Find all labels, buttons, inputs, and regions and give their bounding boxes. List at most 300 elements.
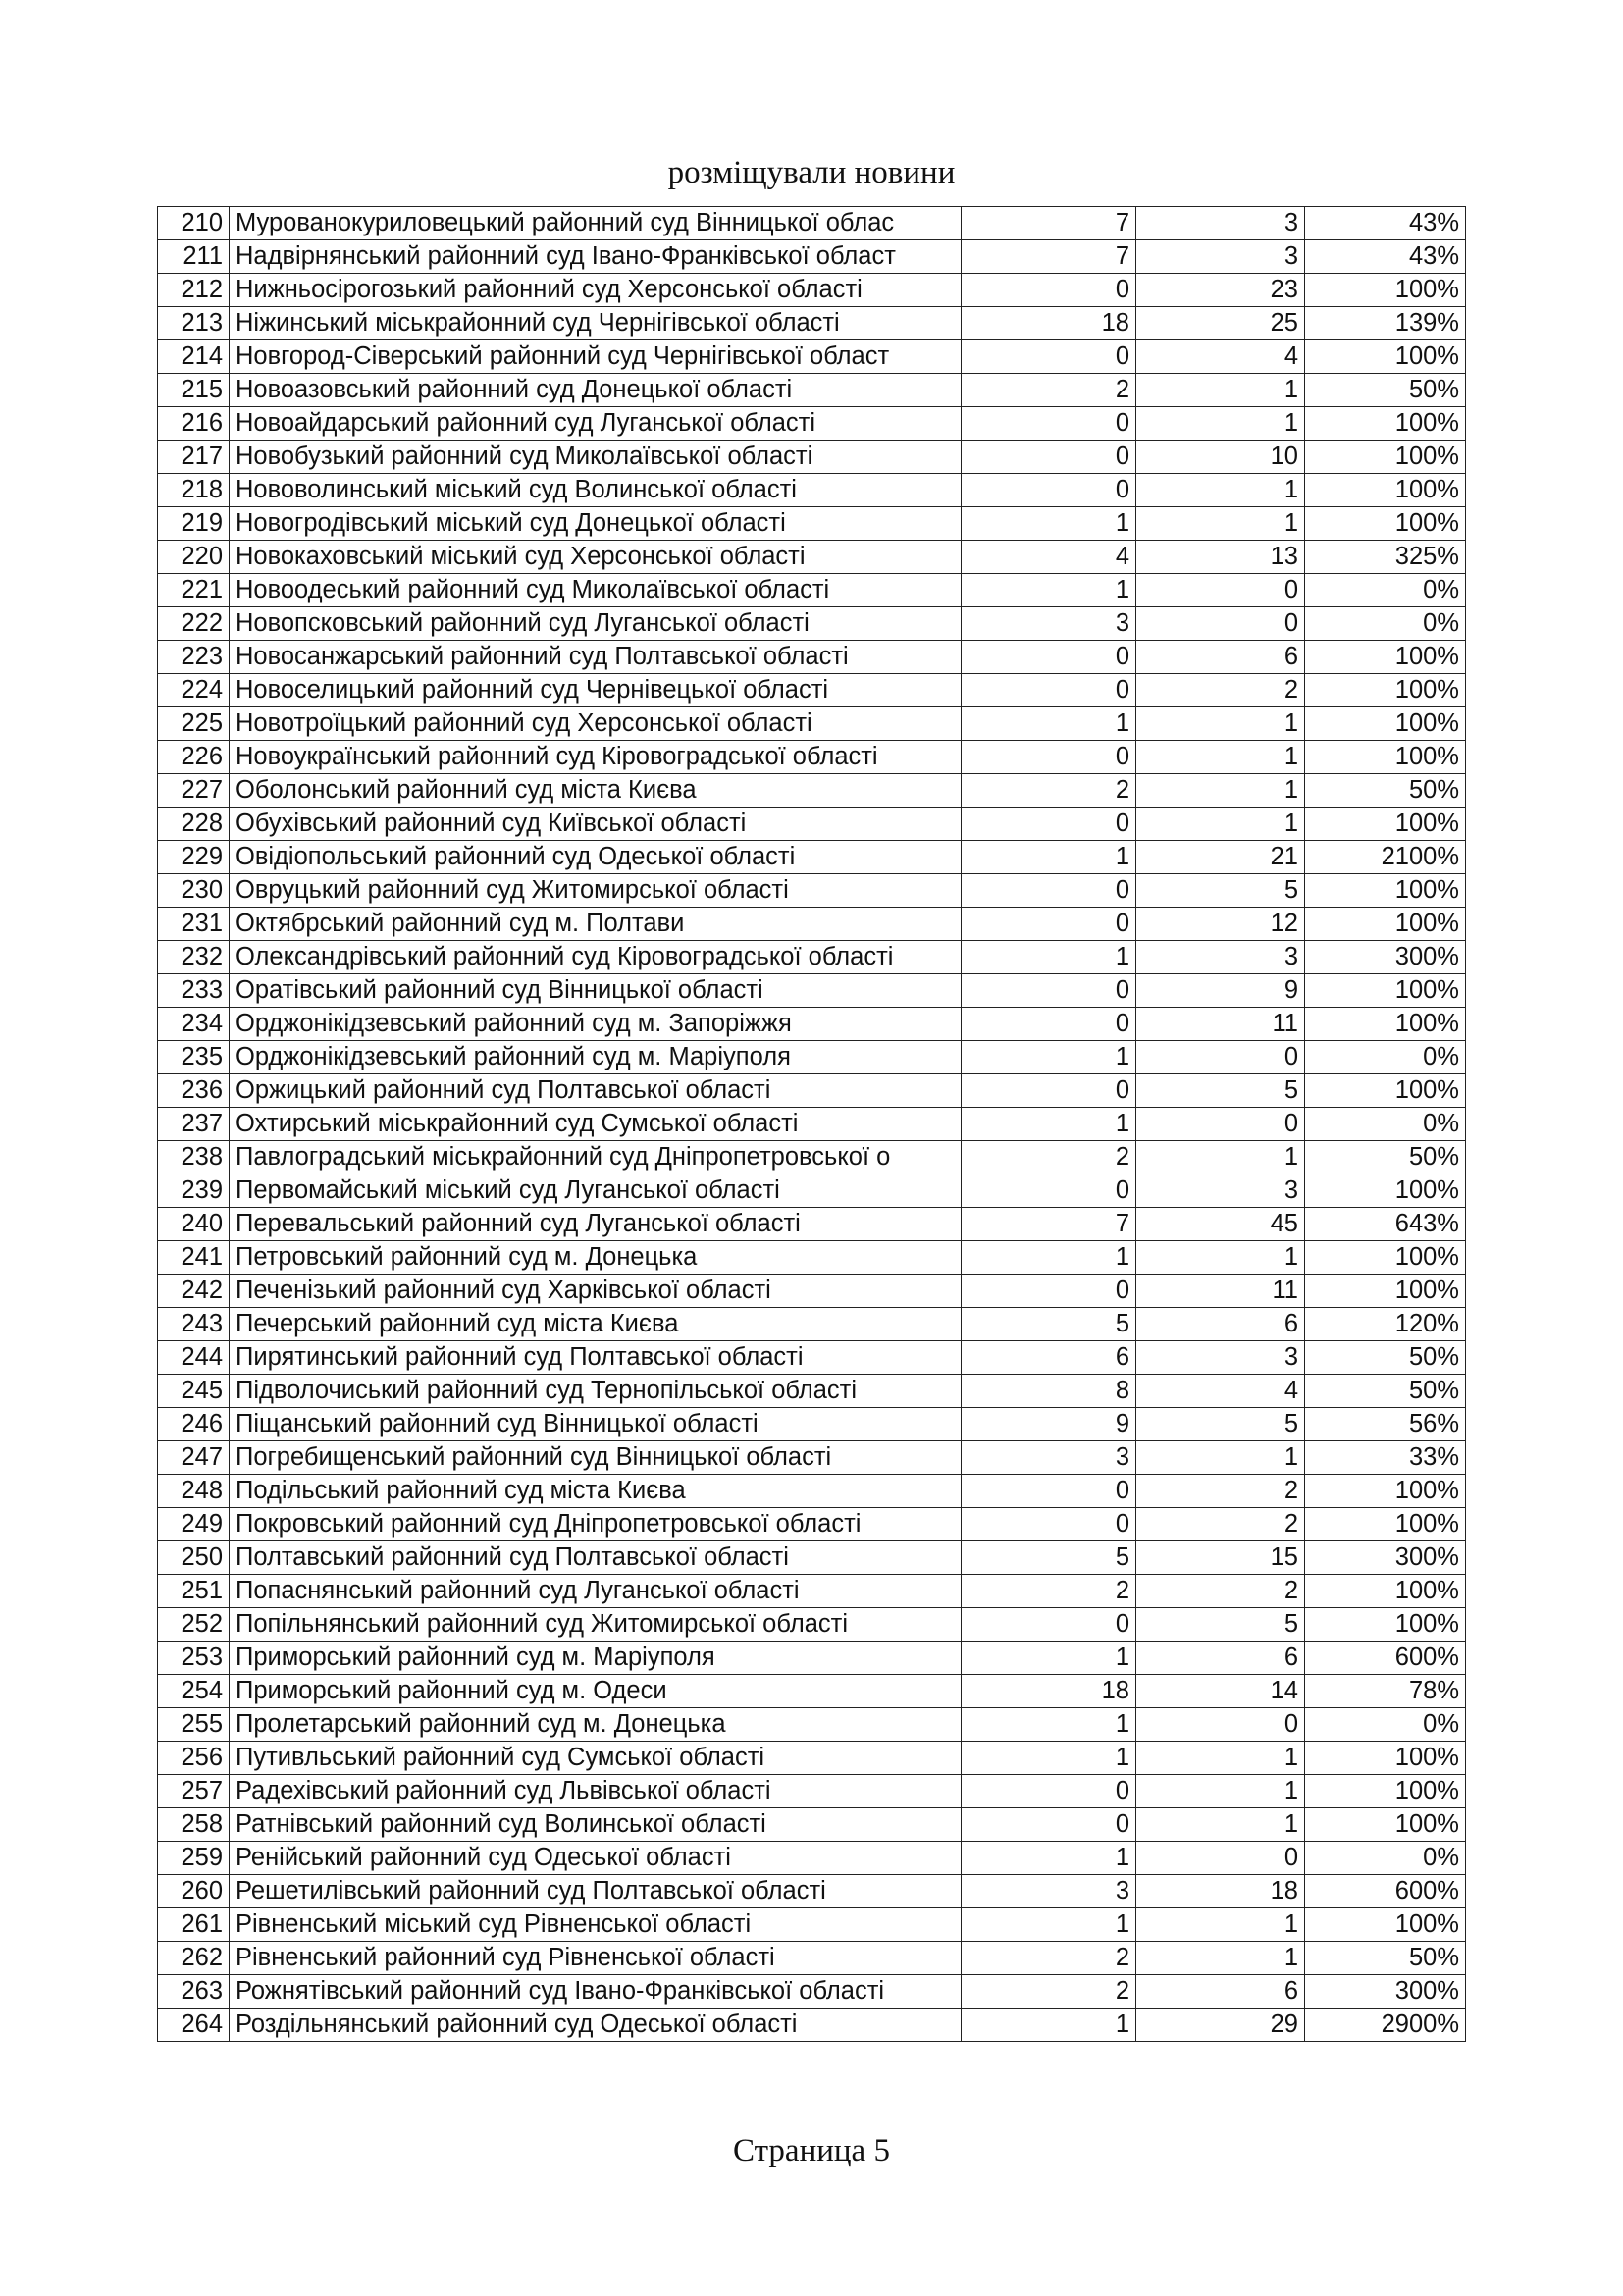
percentage-cell: 50% [1305,374,1466,407]
count-b-cell: 3 [1136,1341,1305,1375]
row-number-cell: 210 [158,207,230,240]
count-a-cell: 2 [962,374,1136,407]
count-a-cell: 3 [962,607,1136,641]
court-name-cell: Овруцький районний суд Житомирської області [230,874,962,908]
table-row [158,707,1466,741]
row-number-cell: 223 [158,641,230,674]
row-number-cell: 232 [158,941,230,974]
count-a-cell: 0 [962,1174,1136,1208]
percentage-cell: 50% [1305,1375,1466,1408]
court-name-cell: Печенізький районний суд Харківської області [230,1275,962,1308]
row-number-cell: 230 [158,874,230,908]
court-name-cell: Оболонський районний суд міста Києва [230,774,962,808]
count-a-cell: 1 [962,574,1136,607]
count-b-cell: 23 [1136,274,1305,307]
count-b-cell: 5 [1136,874,1305,908]
count-b-cell: 11 [1136,1275,1305,1308]
row-number-cell: 229 [158,841,230,874]
count-b-cell: 0 [1136,607,1305,641]
table-row [158,1808,1466,1842]
percentage-cell: 50% [1305,1942,1466,1975]
row-number-cell: 217 [158,441,230,474]
table-row [158,1174,1466,1208]
table-row [158,1942,1466,1975]
count-a-cell: 8 [962,1375,1136,1408]
count-b-cell: 1 [1136,1808,1305,1842]
row-number-cell: 263 [158,1975,230,2009]
count-a-cell: 0 [962,407,1136,441]
percentage-cell: 100% [1305,1908,1466,1942]
percentage-cell: 100% [1305,1742,1466,1775]
court-name-cell: Ратнівський районний суд Волинської області [230,1808,962,1842]
row-number-cell: 218 [158,474,230,507]
count-b-cell: 18 [1136,1875,1305,1908]
count-b-cell: 2 [1136,1508,1305,1541]
percentage-cell: 2100% [1305,841,1466,874]
percentage-cell: 300% [1305,1975,1466,2009]
row-number-cell: 226 [158,741,230,774]
row-number-cell: 213 [158,307,230,340]
count-a-cell: 1 [962,1108,1136,1141]
count-a-cell: 0 [962,808,1136,841]
percentage-cell: 100% [1305,407,1466,441]
court-name-cell: Нововолинський міський суд Волинської області [230,474,962,507]
count-b-cell: 6 [1136,1642,1305,1675]
percentage-cell: 56% [1305,1408,1466,1441]
count-a-cell: 1 [962,1708,1136,1742]
count-b-cell: 3 [1136,1174,1305,1208]
court-name-cell: Новобузький районний суд Миколаївської області [230,441,962,474]
court-name-cell: Новотроїцький районний суд Херсонської області [230,707,962,741]
percentage-cell: 0% [1305,1108,1466,1141]
count-a-cell: 0 [962,908,1136,941]
percentage-cell: 600% [1305,1642,1466,1675]
count-b-cell: 6 [1136,1308,1305,1341]
row-number-cell: 261 [158,1908,230,1942]
percentage-cell: 100% [1305,641,1466,674]
row-number-cell: 246 [158,1408,230,1441]
row-number-cell: 248 [158,1475,230,1508]
table-row [158,607,1466,641]
count-b-cell: 21 [1136,841,1305,874]
count-a-cell: 0 [962,641,1136,674]
count-a-cell: 0 [962,340,1136,374]
count-a-cell: 0 [962,974,1136,1008]
count-a-cell: 0 [962,1008,1136,1041]
count-b-cell: 1 [1136,1141,1305,1174]
percentage-cell: 100% [1305,441,1466,474]
count-a-cell: 0 [962,741,1136,774]
page-footer: Страница 5 [733,2133,890,2168]
court-name-cell: Підволочиський районний суд Тернопільської області [230,1375,962,1408]
table-row [158,1575,1466,1608]
table-row [158,1141,1466,1174]
court-name-cell: Петровський районний суд м. Донецька [230,1241,962,1275]
row-number-cell: 214 [158,340,230,374]
court-name-cell: Печерський районний суд міста Києва [230,1308,962,1341]
page-heading: розміщували новини [667,155,956,190]
percentage-cell: 100% [1305,1508,1466,1541]
count-a-cell: 0 [962,1275,1136,1308]
court-name-cell: Подільський районний суд міста Києва [230,1475,962,1508]
percentage-cell: 100% [1305,1475,1466,1508]
court-name-cell: Октябрський районний суд м. Полтави [230,908,962,941]
row-number-cell: 253 [158,1642,230,1675]
count-b-cell: 1 [1136,1908,1305,1942]
table-row [158,1875,1466,1908]
court-name-cell: Рівненський районний суд Рівненської області [230,1942,962,1975]
count-b-cell: 25 [1136,307,1305,340]
table-row [158,1842,1466,1875]
count-a-cell: 2 [962,1942,1136,1975]
percentage-cell: 100% [1305,1275,1466,1308]
table-row [158,1775,1466,1808]
court-name-cell: Решетилівський районний суд Полтавської області [230,1875,962,1908]
row-number-cell: 211 [158,240,230,274]
court-name-cell: Приморський районний суд м. Одеси [230,1675,962,1708]
percentage-cell: 43% [1305,207,1466,240]
court-name-cell: Охтирський міськрайонний суд Сумської області [230,1108,962,1141]
table-body [158,207,1466,2042]
court-name-cell: Радехівський районний суд Львівської області [230,1775,962,1808]
row-number-cell: 228 [158,808,230,841]
row-number-cell: 222 [158,607,230,641]
row-number-cell: 235 [158,1041,230,1074]
count-a-cell: 1 [962,941,1136,974]
row-number-cell: 257 [158,1775,230,1808]
court-name-cell: Пирятинський районний суд Полтавської області [230,1341,962,1375]
court-name-cell: Первомайський міський суд Луганської області [230,1174,962,1208]
table-row [158,1642,1466,1675]
count-a-cell: 1 [962,1842,1136,1875]
count-a-cell: 1 [962,1742,1136,1775]
count-b-cell: 1 [1136,1942,1305,1975]
percentage-cell: 0% [1305,574,1466,607]
count-b-cell: 1 [1136,374,1305,407]
percentage-cell: 100% [1305,1775,1466,1808]
court-name-cell: Обухівський районний суд Київської області [230,808,962,841]
court-name-cell: Новокаховський міський суд Херсонської області [230,541,962,574]
count-a-cell: 3 [962,1441,1136,1475]
row-number-cell: 256 [158,1742,230,1775]
court-name-cell: Полтавський районний суд Полтавської області [230,1541,962,1575]
court-name-cell: Надвірнянський районний суд Івано-Франківської област [230,240,962,274]
count-a-cell: 2 [962,1141,1136,1174]
row-number-cell: 234 [158,1008,230,1041]
count-a-cell: 1 [962,1908,1136,1942]
percentage-cell: 0% [1305,607,1466,641]
percentage-cell: 43% [1305,240,1466,274]
percentage-cell: 100% [1305,808,1466,841]
percentage-cell: 300% [1305,1541,1466,1575]
table-row [158,407,1466,441]
count-b-cell: 1 [1136,1241,1305,1275]
table-row [158,808,1466,841]
count-a-cell: 1 [962,841,1136,874]
court-name-cell: Попільнянський районний суд Житомирської області [230,1608,962,1642]
table-row [158,974,1466,1008]
table-row [158,1541,1466,1575]
percentage-cell: 100% [1305,974,1466,1008]
count-a-cell: 1 [962,1241,1136,1275]
court-name-cell: Ніжинський міськрайонний суд Чернігівської області [230,307,962,340]
percentage-cell: 100% [1305,1608,1466,1642]
percentage-cell: 100% [1305,474,1466,507]
row-number-cell: 258 [158,1808,230,1842]
count-a-cell: 0 [962,1808,1136,1842]
count-a-cell: 1 [962,707,1136,741]
count-b-cell: 1 [1136,707,1305,741]
count-a-cell: 0 [962,1074,1136,1108]
count-b-cell: 2 [1136,1575,1305,1608]
percentage-cell: 100% [1305,1074,1466,1108]
table-row [158,441,1466,474]
table-row [158,1041,1466,1074]
court-name-cell: Новопсковський районний суд Луганської області [230,607,962,641]
count-a-cell: 3 [962,1875,1136,1908]
table-row [158,240,1466,274]
table-row [158,1508,1466,1541]
percentage-cell: 100% [1305,874,1466,908]
count-b-cell: 4 [1136,340,1305,374]
percentage-cell: 120% [1305,1308,1466,1341]
row-number-cell: 247 [158,1441,230,1475]
count-a-cell: 1 [962,507,1136,541]
count-b-cell: 6 [1136,641,1305,674]
table-row [158,874,1466,908]
table-row [158,1008,1466,1041]
row-number-cell: 227 [158,774,230,808]
count-b-cell: 12 [1136,908,1305,941]
row-number-cell: 260 [158,1875,230,1908]
court-name-cell: Перевальський районний суд Луганської області [230,1208,962,1241]
count-b-cell: 0 [1136,1842,1305,1875]
row-number-cell: 249 [158,1508,230,1541]
court-name-cell: Пролетарський районний суд м. Донецька [230,1708,962,1742]
count-a-cell: 9 [962,1408,1136,1441]
percentage-cell: 300% [1305,941,1466,974]
table-row [158,774,1466,808]
table-row [158,1975,1466,2009]
count-a-cell: 0 [962,474,1136,507]
row-number-cell: 243 [158,1308,230,1341]
court-name-cell: Попаснянський районний суд Луганської області [230,1575,962,1608]
table-row [158,1675,1466,1708]
count-a-cell: 0 [962,441,1136,474]
table-row [158,1408,1466,1441]
row-number-cell: 239 [158,1174,230,1208]
table-row [158,1708,1466,1742]
percentage-cell: 100% [1305,1241,1466,1275]
table-row [158,541,1466,574]
row-number-cell: 224 [158,674,230,707]
table-row [158,1441,1466,1475]
table-row [158,340,1466,374]
row-number-cell: 244 [158,1341,230,1375]
court-name-cell: Павлоградський міськрайонний суд Дніпропетровської о [230,1141,962,1174]
count-b-cell: 1 [1136,808,1305,841]
court-name-cell: Новгород-Сіверський районний суд Чернігівської област [230,340,962,374]
court-name-cell: Піщанський районний суд Вінницької області [230,1408,962,1441]
table-row [158,1308,1466,1341]
court-name-cell: Новоазовський районний суд Донецької області [230,374,962,407]
count-a-cell: 1 [962,1041,1136,1074]
table-row [158,1074,1466,1108]
percentage-cell: 100% [1305,741,1466,774]
count-a-cell: 0 [962,1508,1136,1541]
percentage-cell: 100% [1305,340,1466,374]
table-row [158,674,1466,707]
table-row [158,307,1466,340]
court-name-cell: Новоукраїнський районний суд Кіровоградської області [230,741,962,774]
count-b-cell: 1 [1136,1441,1305,1475]
count-a-cell: 0 [962,674,1136,707]
court-name-cell: Орджонікідзевський районний суд м. Запоріжжя [230,1008,962,1041]
row-number-cell: 221 [158,574,230,607]
percentage-cell: 100% [1305,274,1466,307]
row-number-cell: 245 [158,1375,230,1408]
row-number-cell: 251 [158,1575,230,1608]
percentage-cell: 100% [1305,1575,1466,1608]
count-b-cell: 15 [1136,1541,1305,1575]
percentage-cell: 33% [1305,1441,1466,1475]
count-b-cell: 3 [1136,941,1305,974]
count-a-cell: 7 [962,240,1136,274]
table-row [158,1908,1466,1942]
count-a-cell: 5 [962,1541,1136,1575]
count-a-cell: 2 [962,774,1136,808]
row-number-cell: 255 [158,1708,230,1742]
count-b-cell: 1 [1136,407,1305,441]
row-number-cell: 225 [158,707,230,741]
percentage-cell: 0% [1305,1708,1466,1742]
count-b-cell: 9 [1136,974,1305,1008]
count-b-cell: 14 [1136,1675,1305,1708]
count-b-cell: 0 [1136,1041,1305,1074]
count-b-cell: 1 [1136,507,1305,541]
court-name-cell: Новоселицький районний суд Чернівецької області [230,674,962,707]
count-b-cell: 0 [1136,574,1305,607]
count-a-cell: 2 [962,1975,1136,2009]
count-a-cell: 7 [962,1208,1136,1241]
court-name-cell: Новоодеський районний суд Миколаївської області [230,574,962,607]
row-number-cell: 237 [158,1108,230,1141]
row-number-cell: 219 [158,507,230,541]
table-row [158,1275,1466,1308]
table-row [158,941,1466,974]
count-b-cell: 1 [1136,1775,1305,1808]
count-b-cell: 13 [1136,541,1305,574]
percentage-cell: 100% [1305,1808,1466,1842]
table-row [158,741,1466,774]
row-number-cell: 254 [158,1675,230,1708]
count-b-cell: 1 [1136,474,1305,507]
row-number-cell: 240 [158,1208,230,1241]
percentage-cell: 0% [1305,1041,1466,1074]
count-a-cell: 7 [962,207,1136,240]
row-number-cell: 212 [158,274,230,307]
row-number-cell: 259 [158,1842,230,1875]
count-a-cell: 6 [962,1341,1136,1375]
count-a-cell: 1 [962,2009,1136,2042]
percentage-cell: 50% [1305,774,1466,808]
court-name-cell: Путивльський районний суд Сумської області [230,1742,962,1775]
count-b-cell: 3 [1136,240,1305,274]
table-row [158,1375,1466,1408]
table-row [158,1608,1466,1642]
count-a-cell: 18 [962,307,1136,340]
row-number-cell: 231 [158,908,230,941]
percentage-cell: 100% [1305,674,1466,707]
count-b-cell: 2 [1136,674,1305,707]
table-row [158,507,1466,541]
table-row [158,1241,1466,1275]
count-b-cell: 11 [1136,1008,1305,1041]
count-b-cell: 45 [1136,1208,1305,1241]
count-a-cell: 1 [962,1642,1136,1675]
count-a-cell: 0 [962,274,1136,307]
percentage-cell: 78% [1305,1675,1466,1708]
table-row [158,1475,1466,1508]
table-row [158,2009,1466,2042]
count-a-cell: 0 [962,1775,1136,1808]
percentage-cell: 100% [1305,1174,1466,1208]
percentage-cell: 0% [1305,1842,1466,1875]
percentage-cell: 100% [1305,707,1466,741]
row-number-cell: 252 [158,1608,230,1642]
court-name-cell: Новосанжарський районний суд Полтавської області [230,641,962,674]
count-b-cell: 1 [1136,1742,1305,1775]
row-number-cell: 264 [158,2009,230,2042]
row-number-cell: 250 [158,1541,230,1575]
row-number-cell: 233 [158,974,230,1008]
row-number-cell: 238 [158,1141,230,1174]
row-number-cell: 241 [158,1241,230,1275]
court-name-cell: Мурованокуриловецький районний суд Вінницької облас [230,207,962,240]
table-row [158,1341,1466,1375]
percentage-cell: 100% [1305,1008,1466,1041]
court-name-cell: Оратівський районний суд Вінницької області [230,974,962,1008]
court-name-cell: Приморський районний суд м. Маріуполя [230,1642,962,1675]
table-row [158,1742,1466,1775]
table-row [158,1208,1466,1241]
row-number-cell: 215 [158,374,230,407]
row-number-cell: 220 [158,541,230,574]
court-name-cell: Нижньосірогозький районний суд Херсонської області [230,274,962,307]
court-name-cell: Покровський районний суд Дніпропетровської області [230,1508,962,1541]
count-b-cell: 0 [1136,1108,1305,1141]
count-b-cell: 10 [1136,441,1305,474]
count-a-cell: 0 [962,1475,1136,1508]
count-a-cell: 0 [962,874,1136,908]
count-a-cell: 18 [962,1675,1136,1708]
court-name-cell: Рівненський міський суд Рівненської області [230,1908,962,1942]
table-row [158,274,1466,307]
row-number-cell: 216 [158,407,230,441]
court-name-cell: Погребищенський районний суд Вінницької області [230,1441,962,1475]
row-number-cell: 236 [158,1074,230,1108]
court-name-cell: Рожнятівський районний суд Івано-Франківської області [230,1975,962,2009]
court-name-cell: Роздільнянський районний суд Одеської області [230,2009,962,2042]
percentage-cell: 2900% [1305,2009,1466,2042]
count-a-cell: 0 [962,1608,1136,1642]
count-b-cell: 6 [1136,1975,1305,2009]
table-row [158,841,1466,874]
count-b-cell: 2 [1136,1475,1305,1508]
court-name-cell: Орджонікідзевський районний суд м. Маріуполя [230,1041,962,1074]
table-row [158,1108,1466,1141]
count-b-cell: 5 [1136,1608,1305,1642]
